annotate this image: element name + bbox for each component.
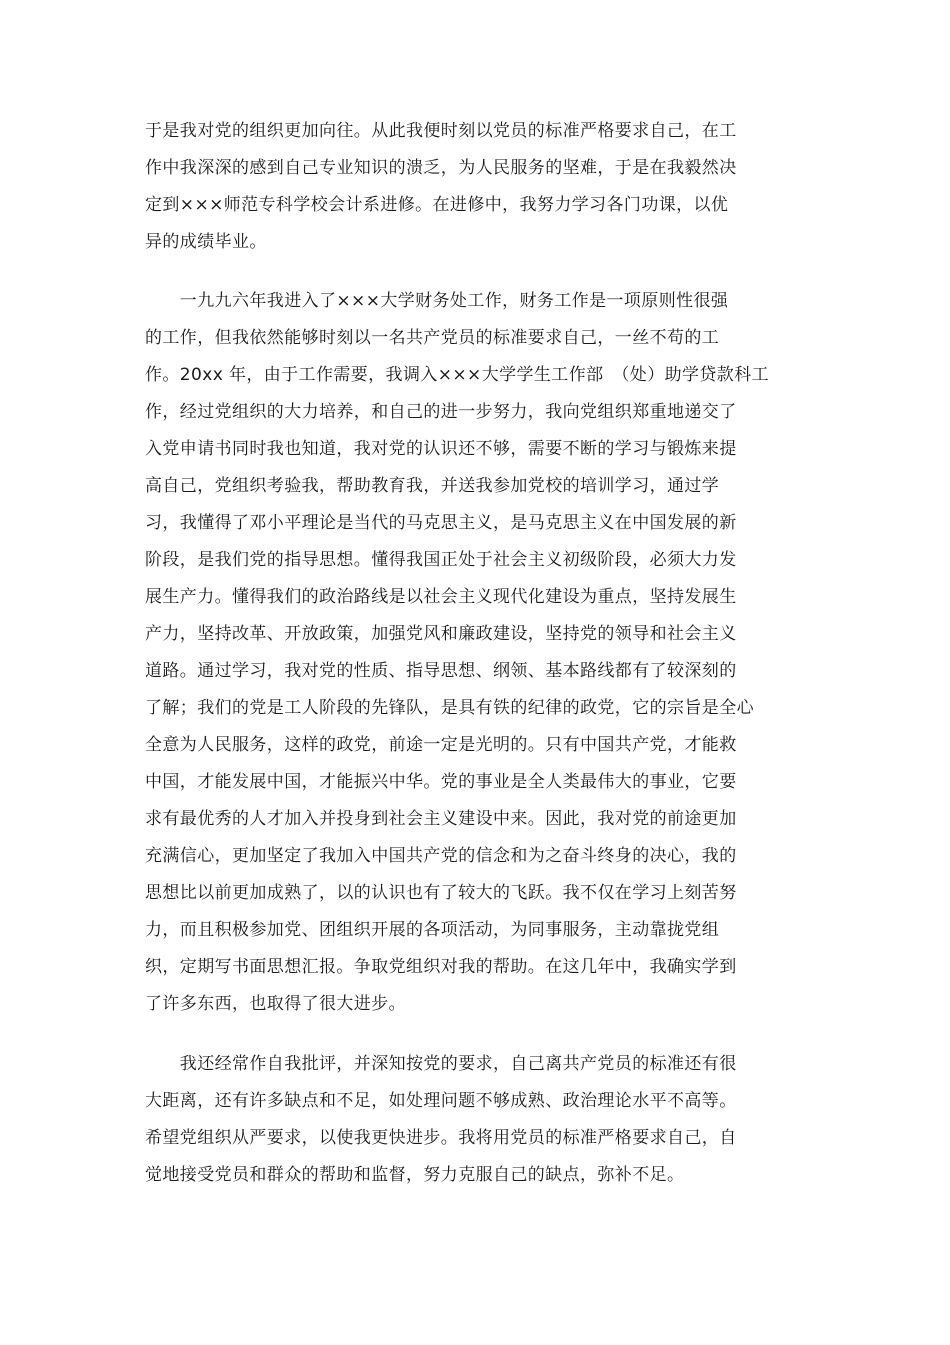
- paragraph-2-line-7: 习，我懂得了邓小平理论是当代的马克思主义，是马克思主义在中国发展的新: [145, 513, 737, 533]
- paragraph-1-line-4: 异的成绩毕业。: [145, 232, 267, 252]
- paragraph-2-line-16: 充满信心，更加坚定了我加入中国共产党的信念和为之奋斗终身的决心，我的: [145, 846, 737, 866]
- paragraph-2-line-11: 道路。通过学习，我对党的性质、指导思想、纲领、基本路线都有了较深刻的: [145, 661, 737, 681]
- paragraph-1-line-2: 作中我深深的感到自己专业知识的溃乏，为人民服务的坚难，于是在我毅然决: [145, 158, 737, 178]
- paragraph-2-line-8: 阶段，是我们党的指导思想。懂得我国正处于社会主义初级阶段，必须大力发: [145, 550, 737, 570]
- paragraph-1-line-3: 定到×××师范专科学校会计系进修。在进修中，我努力学习各门功课，以优: [145, 195, 729, 215]
- paragraph-2-line-3: 作。20xx 年，由于工作需要，我调入×××大学学生工作部 （处）助学贷款科工: [145, 365, 769, 385]
- paragraph-2-line-19: 织，定期写书面思想汇报。争取党组织对我的帮助。在这几年中，我确实学到: [145, 957, 737, 977]
- paragraph-2-line-20: 了许多东西，也取得了很大进步。: [145, 994, 406, 1014]
- paragraph-2-line-15: 求有最优秀的人才加入并投身到社会主义建设中来。因此，我对党的前途更加: [145, 809, 737, 829]
- paragraph-3-line-1: 我还经常作自我批评，并深知按党的要求，自己离共产党员的标准还有很: [145, 1054, 737, 1074]
- paragraph-3-line-2: 大距离，还有许多缺点和不足，如处理问题不够成熟、政治理论水平不高等。: [145, 1091, 737, 1111]
- paragraph-2-line-14: 中国，才能发展中国，才能振兴中华。党的事业是全人类最伟大的事业，它要: [145, 772, 737, 792]
- paragraph-2-line-12: 了解；我们的党是工人阶段的先锋队，是具有铁的纪律的政党，它的宗旨是全心: [145, 698, 754, 718]
- paragraph-2-line-4: 作，经过党组织的大力培养，和自己的进一步努力，我向党组织郑重地递交了: [145, 402, 737, 422]
- paragraph-2-line-18: 力，而且积极参加党、团组织开展的各项活动，为同事服务，主动靠拢党组: [145, 920, 720, 940]
- paragraph-2-line-1: 一九九六年我进入了×××大学财务处工作，财务工作是一项原则性很强: [145, 291, 729, 311]
- paragraph-1-line-1: 于是我对党的组织更加向往。从此我便时刻以党员的标准严格要求自己，在工: [145, 121, 737, 141]
- paragraph-2-line-5: 入党申请书同时我也知道，我对党的认识还不够，需要不断的学习与锻炼来提: [145, 439, 737, 459]
- paragraph-2-line-9: 展生产力。懂得我们的政治路线是以社会主义现代化建设为重点，坚持发展生: [145, 587, 737, 607]
- paragraph-2-line-10: 产力，坚持改革、开放政策，加强党风和廉政建设，坚持党的领导和社会主义: [145, 624, 737, 644]
- paragraph-2-line-17: 思想比以前更加成熟了，以的认识也有了较大的飞跃。我不仅在学习上刻苦努: [145, 883, 737, 903]
- paragraph-3-line-3: 希望党组织从严要求，以使我更快进步。我将用党员的标准严格要求自己，自: [145, 1128, 737, 1148]
- paragraph-3-line-4: 觉地接受党员和群众的帮助和监督，努力克服自己的缺点，弥补不足。: [145, 1165, 685, 1185]
- paragraph-2-line-6: 高自己，党组织考验我，帮助教育我，并送我参加党校的培训学习，通过学: [145, 476, 720, 496]
- paragraph-2-line-2: 的工作，但我依然能够时刻以一名共产党员的标准要求自己，一丝不苟的工: [145, 328, 720, 348]
- paragraph-2-line-13: 全意为人民服务，这样的政党，前途一定是光明的。只有中国共产党，才能救: [145, 735, 737, 755]
